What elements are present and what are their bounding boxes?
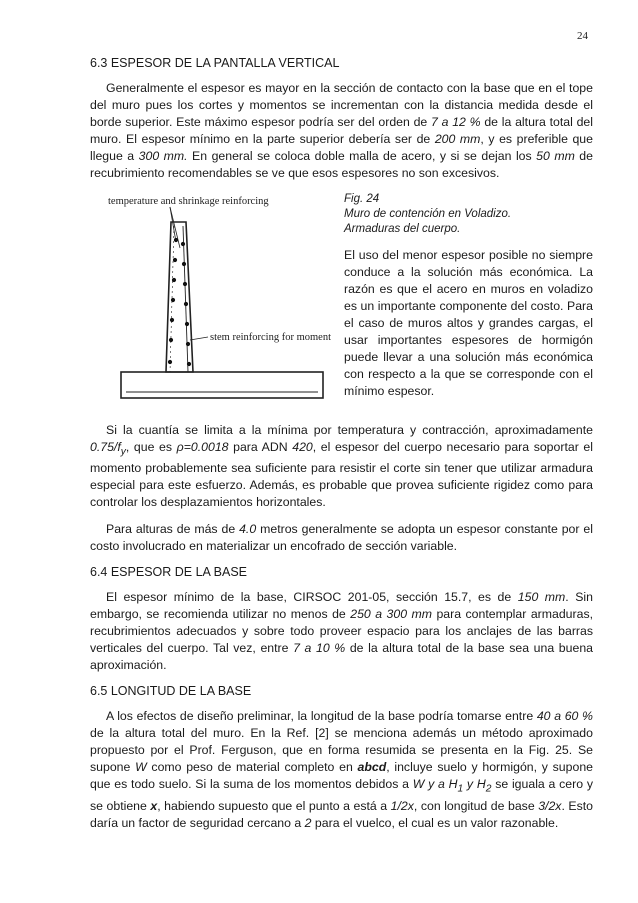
- figure-side-column: [344, 192, 593, 400]
- caption-line-3: Armaduras del cuerpo.: [344, 223, 461, 235]
- section-heading-6-5: 6.5 LONGITUD DE LA BASE: [90, 684, 252, 699]
- figure-side-paragraph: El uso del menor espesor posible no siempre conduce a la solución más económica. La razón es que el acero en muros en voladizo es un importante componente del costo. Para el caso de muros altos y grandes cargas, el usar importantes espesores de hormigón puede llevar a una solución más económica con respecto a la que se corresponde con el mínimo espesor.: [344, 248, 593, 398]
- paragraph-6-4: El espesor mínimo de la base, CIRSOC 201-05, sección 15.7, es de 150 mm. Sin embargo, se recomienda utilizar no menos de 250 a 300 mm para contemplar armaduras, recubrimientos adecuados y sobre todo proveer espacio para los anclajes de las barras verticales del cuerpo. Tal vez, entre 7 a 10 % de la altura total de la base sea una buena aproximación.: [90, 590, 594, 673]
- caption-line-2: Muro de contención en Voladizo.: [344, 208, 512, 220]
- page-number: 24: [577, 30, 588, 42]
- section-heading-6-4: 6.4 ESPESOR DE LA BASE: [90, 565, 248, 580]
- figure-caption: [344, 192, 593, 237]
- paragraph-6-3-cuantia: Si la cuantía se limita a la mínima por temperatura y contracción, aproximadamente $0.75/f_y$, que es ρ=0.0018 para ADN 420, el espesor del cuerpo necesario para soportar el momento probablemente sea suficiente para resistir el corte sin tener que utilizar armadura especial para este esfuerzo. Además, es probable que provea suficiente rigidez como para controlar los desplazamientos horizontales.: [90, 423, 593, 510]
- wall-base-shape: [121, 372, 323, 398]
- caption-line-1: Fig. 24: [344, 193, 380, 205]
- paragraph-6-5: A los efectos de diseño preliminar, la longitud de la base podría tomarse entre 40 a 60 % de la altura total del muro. En la Ref. [2] se menciona además un método aproximado propuesto por el Prof. Ferguson, que en forma resumida se presenta en la Fig. 25. Se supone W como peso de material completo en abcd, incluye suelo y hormigón, y supone que es todo suelo. Si la suma de los momentos debidos a W y a $H_1$ y $H_2$ se iguala a cero y se obtiene x, habiendo supuesto que el punto a está a 1/2x, con longitud de base 3/2x. Esto daría un factor de seguridad cercano a 2 para el vuelco, el cual es un valor razonable.: [90, 709, 593, 830]
- figure-label-temperature: temperature and shrinkage reinforcing: [108, 196, 269, 207]
- paragraph-6-3-alturas: Para alturas de más de 4.0 metros generalmente se adopta un espesor constante por el costo involucrado en materializar un encofrado de sección variable.: [90, 522, 593, 554]
- page-body: [90, 56, 593, 842]
- figure-row: [90, 192, 593, 414]
- retaining-wall-figure: [90, 192, 350, 407]
- paragraph-6-3-intro: Generalmente el espesor es mayor en la sección de contacto con la base que en el tope del muro pues los cortes y momentos se incrementan con la distancia medida desde el borde superior. Este máximo espesor podría ser del orden de 7 a 12 % de la altura total del muro. El espesor mínimo en la parte superior debería ser de 200 mm, y es preferible que llegue a 300 mm. En general se coloca doble malla de acero, y si se dejan los 50 mm de recubrimiento recomendables se ve que esos espesores no son excesivos.: [90, 81, 593, 180]
- section-heading-6-3: 6.3 ESPESOR DE LA PANTALLA VERTICAL: [90, 56, 340, 70]
- figure-label-stem: stem reinforcing for moment: [210, 332, 332, 343]
